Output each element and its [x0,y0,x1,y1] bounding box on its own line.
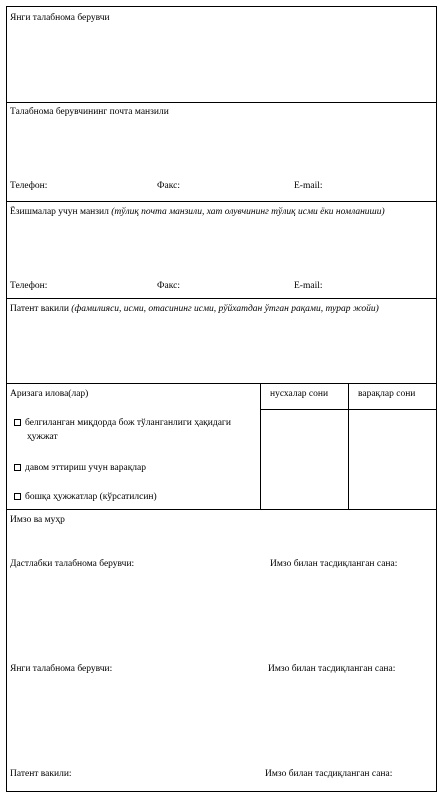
checkbox[interactable] [14,464,21,471]
correspondence-note: (тўлиқ почта манзили, хат олувчининг тўлиқ исми ёки номланиши) [111,207,385,217]
new-applicant-label: Янги талабнома берувчи [10,13,110,23]
attachment-item-other-documents [14,491,157,503]
correspondence-fax-label: Факс: [157,281,180,291]
table-column-divider [260,383,261,509]
patent-attorney-signature-label: Патент вакили: [10,769,72,779]
correspondence-phone-label: Телефон: [10,281,48,291]
patent-attorney-label: Патент вакили [10,304,69,314]
divider [6,201,437,202]
checkbox[interactable] [14,493,21,500]
patent-attorney-note: (фамилияси, исми, отасининг исми, рўйхатдан ўтган рақами, турар жойи) [71,304,379,314]
signature-header: Имзо ва муҳр [10,515,65,525]
patent-attorney-label-block [10,302,434,316]
attachment-item-continuation-sheets [14,462,146,474]
copies-column-header: нусхалар сони [270,389,329,399]
correspondence-email-label: E-mail: [294,281,323,291]
correspondence-label-block [10,205,434,219]
postal-phone-label: Телефон: [10,181,48,191]
divider [6,298,437,299]
original-applicant-signature-label: Дастлабки талабнома берувчи: [10,559,135,569]
postal-fax-label: Факс: [157,181,180,191]
postal-email-label: E-mail: [294,181,323,191]
divider [6,509,437,510]
new-applicant-signature-label: Янги талабнома берувчи: [10,664,113,674]
attachments-header: Аризага илова(лар) [10,389,89,399]
checkbox[interactable] [14,419,21,426]
signature-date-label: Имзо билан тасдиқланган сана: [270,559,398,569]
table-column-divider [348,383,349,509]
attachment-item-label: бошқа ҳужжатлар (кўрсатилсин) [25,492,157,502]
correspondence-label: Ёзишмалар учун манзил [10,207,109,217]
attachment-item-label: давом эттириш учун варақлар [25,463,147,473]
signature-date-label: Имзо билан тасдиқланган сана: [265,769,393,779]
divider [6,383,437,384]
postal-address-label: Талабнома берувчининг почта манзили [10,107,169,117]
signature-date-label: Имзо билан тасдиқланган сана: [268,664,396,674]
divider [6,102,437,103]
sheets-column-header: варақлар сони [358,389,416,399]
attachment-item-label: белгиланган миқдорда бож тўланганлиги ҳақидаги ҳужжат [25,418,231,442]
attachment-item-fee-document [14,416,263,444]
